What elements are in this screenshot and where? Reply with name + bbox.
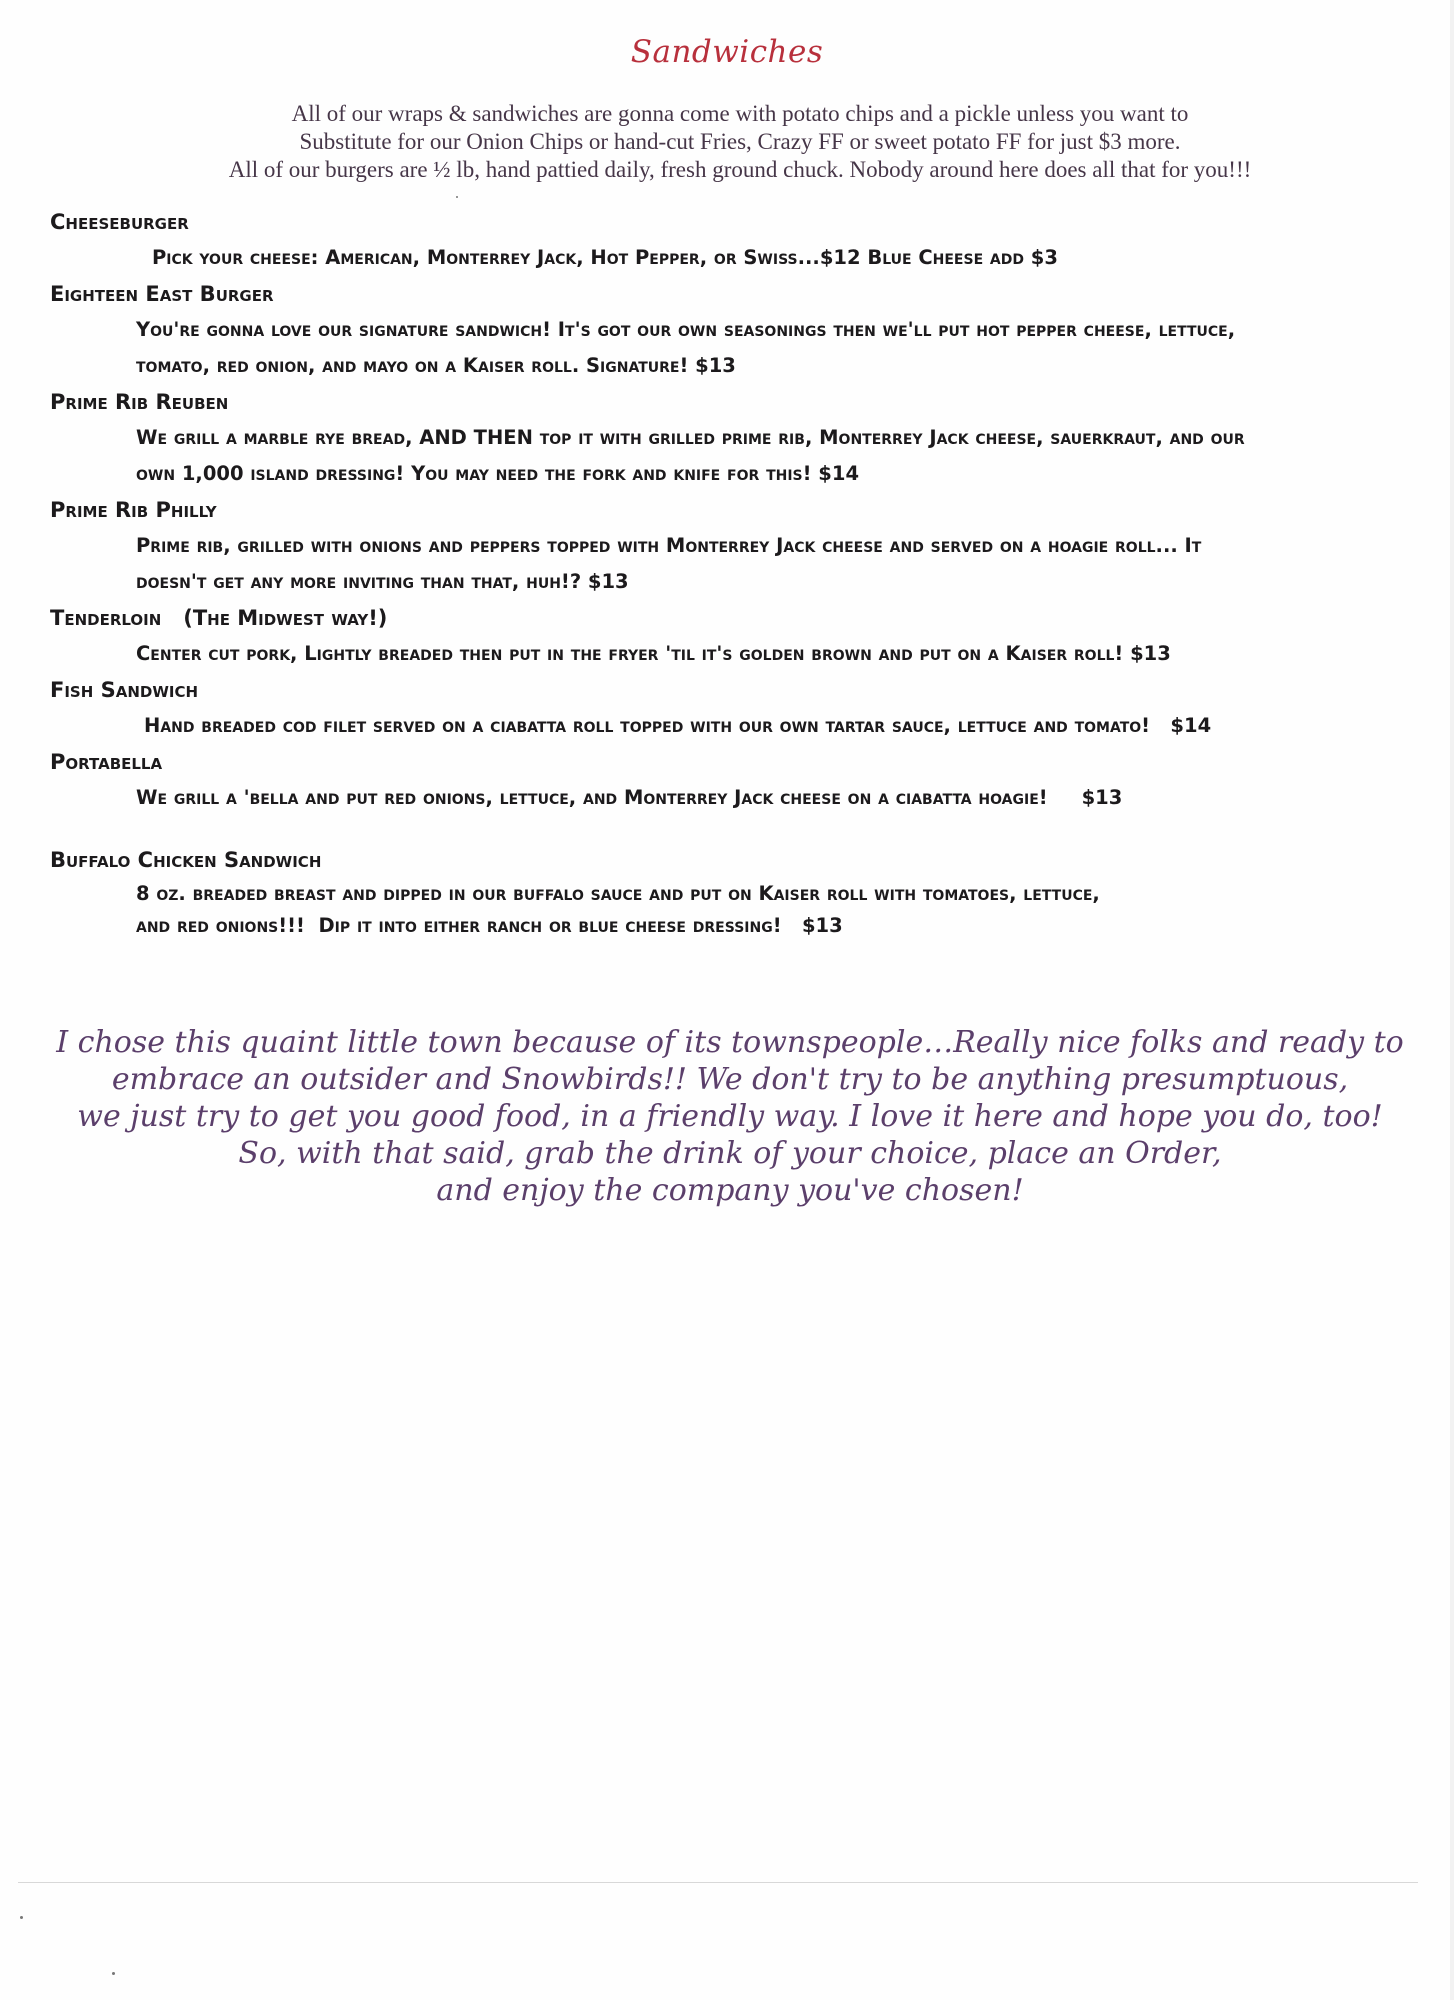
description-line: 8 oz. breaded breast and dipped in our buffalo sauce and put on Kaiser roll with tomatoes, lettuce, (136, 882, 1100, 905)
description-line: Pick your cheese: American, Monterrey Jack, Hot Pepper, or Swiss...$12 Blue Cheese add $3 (152, 246, 1058, 269)
menu-item-description (50, 528, 1454, 600)
menu-item-name: Portabella (50, 750, 163, 774)
scan-speck (456, 196, 458, 198)
description-line: We grill a marble rye bread, AND THEN top it with grilled prime rib, Monterrey Jack cheese, sauerkraut, and our (136, 426, 1245, 449)
menu-item-name: Buffalo Chicken Sandwich (50, 848, 322, 872)
menu-item-cheeseburger (50, 204, 1430, 276)
closing-line: and enjoy the company you've chosen! (436, 1173, 1024, 1208)
intro-line: Substitute for our Onion Chips or hand-cut Fries, Crazy FF or sweet potato FF for just $3 more. (299, 129, 1181, 154)
menu-item-description (50, 312, 1454, 384)
menu-item-name: Cheeseburger (50, 210, 189, 234)
description-line: doesn't get any more inviting than that, huh!? $13 (136, 570, 629, 593)
description-line: Hand breaded cod filet served on a ciabatta roll topped with our own tartar sauce, lettuce and tomato! $14 (144, 714, 1212, 737)
menu-item-eighteen-east-burger (50, 276, 1430, 384)
menu-item-fish-sandwich (50, 672, 1430, 744)
menu-item-description (50, 878, 1454, 942)
menu-item-name: Prime Rib Reuben (50, 390, 229, 414)
menu-item-description (50, 708, 1454, 744)
intro-text (60, 100, 1420, 184)
spacer (50, 816, 1430, 842)
menu-item-description (50, 420, 1454, 492)
description-line: tomato, red onion, and mayo on a Kaiser roll. Signature! $13 (136, 354, 736, 377)
footer-divider (18, 1882, 1418, 1883)
closing-line: embrace an outsider and Snowbirds!! We don't try to be anything presumptuous, (111, 1062, 1349, 1097)
closing-line: So, with that said, grab the drink of your choice, place an Order, (238, 1136, 1222, 1171)
description-line: You're gonna love our signature sandwich! It's got our own seasonings then we'll put hot pepper cheese, lettuce, (136, 318, 1236, 341)
menu-item-name: Prime Rib Philly (50, 498, 217, 522)
menu-item-buffalo-chicken-sandwich (50, 842, 1430, 942)
closing-message (40, 1024, 1420, 1209)
intro-line: All of our burgers are ½ lb, hand pattied daily, fresh ground chuck. Nobody around here does all that for you!!! (228, 157, 1252, 182)
description-line: Center cut pork, Lightly breaded then put in the fryer 'til it's golden brown and put on a Kaiser roll! $13 (136, 642, 1171, 665)
menu-item-description (50, 240, 1454, 276)
scan-speck (112, 1972, 115, 1975)
description-line: own 1,000 island dressing! You may need the fork and knife for this! $14 (136, 462, 860, 485)
menu-item-name: Fish Sandwich (50, 678, 199, 702)
menu-item-portabella (50, 744, 1430, 816)
closing-line: we just try to get you good food, in a friendly way. I love it here and hope you do, too! (77, 1099, 1383, 1134)
intro-line: All of our wraps & sandwiches are gonna come with potato chips and a pickle unless you want to (291, 101, 1189, 126)
scan-edge (1450, 0, 1454, 2000)
page-title: Sandwiches (630, 34, 824, 70)
description-line: Prime rib, grilled with onions and peppers topped with Monterrey Jack cheese and served on a hoagie roll... It (136, 534, 1202, 557)
menu-item-description (50, 636, 1454, 672)
menu-item-name: Tenderloin (The Midwest way!) (50, 606, 388, 630)
menu-item-list (50, 204, 1430, 942)
menu-item-description (50, 780, 1454, 816)
description-line: and red onions!!! Dip it into either ranch or blue cheese dressing! $13 (136, 914, 843, 937)
menu-item-prime-rib-philly (50, 492, 1430, 600)
description-line: We grill a 'bella and put red onions, lettuce, and Monterrey Jack cheese on a ciabatta hoagie! $13 (136, 786, 1123, 809)
menu-item-prime-rib-reuben (50, 384, 1430, 492)
closing-line: I chose this quaint little town because of its townspeople…Really nice folks and ready to (56, 1025, 1404, 1060)
scan-speck (20, 1916, 23, 1919)
menu-item-name: Eighteen East Burger (50, 282, 274, 306)
menu-item-tenderloin (50, 600, 1430, 672)
